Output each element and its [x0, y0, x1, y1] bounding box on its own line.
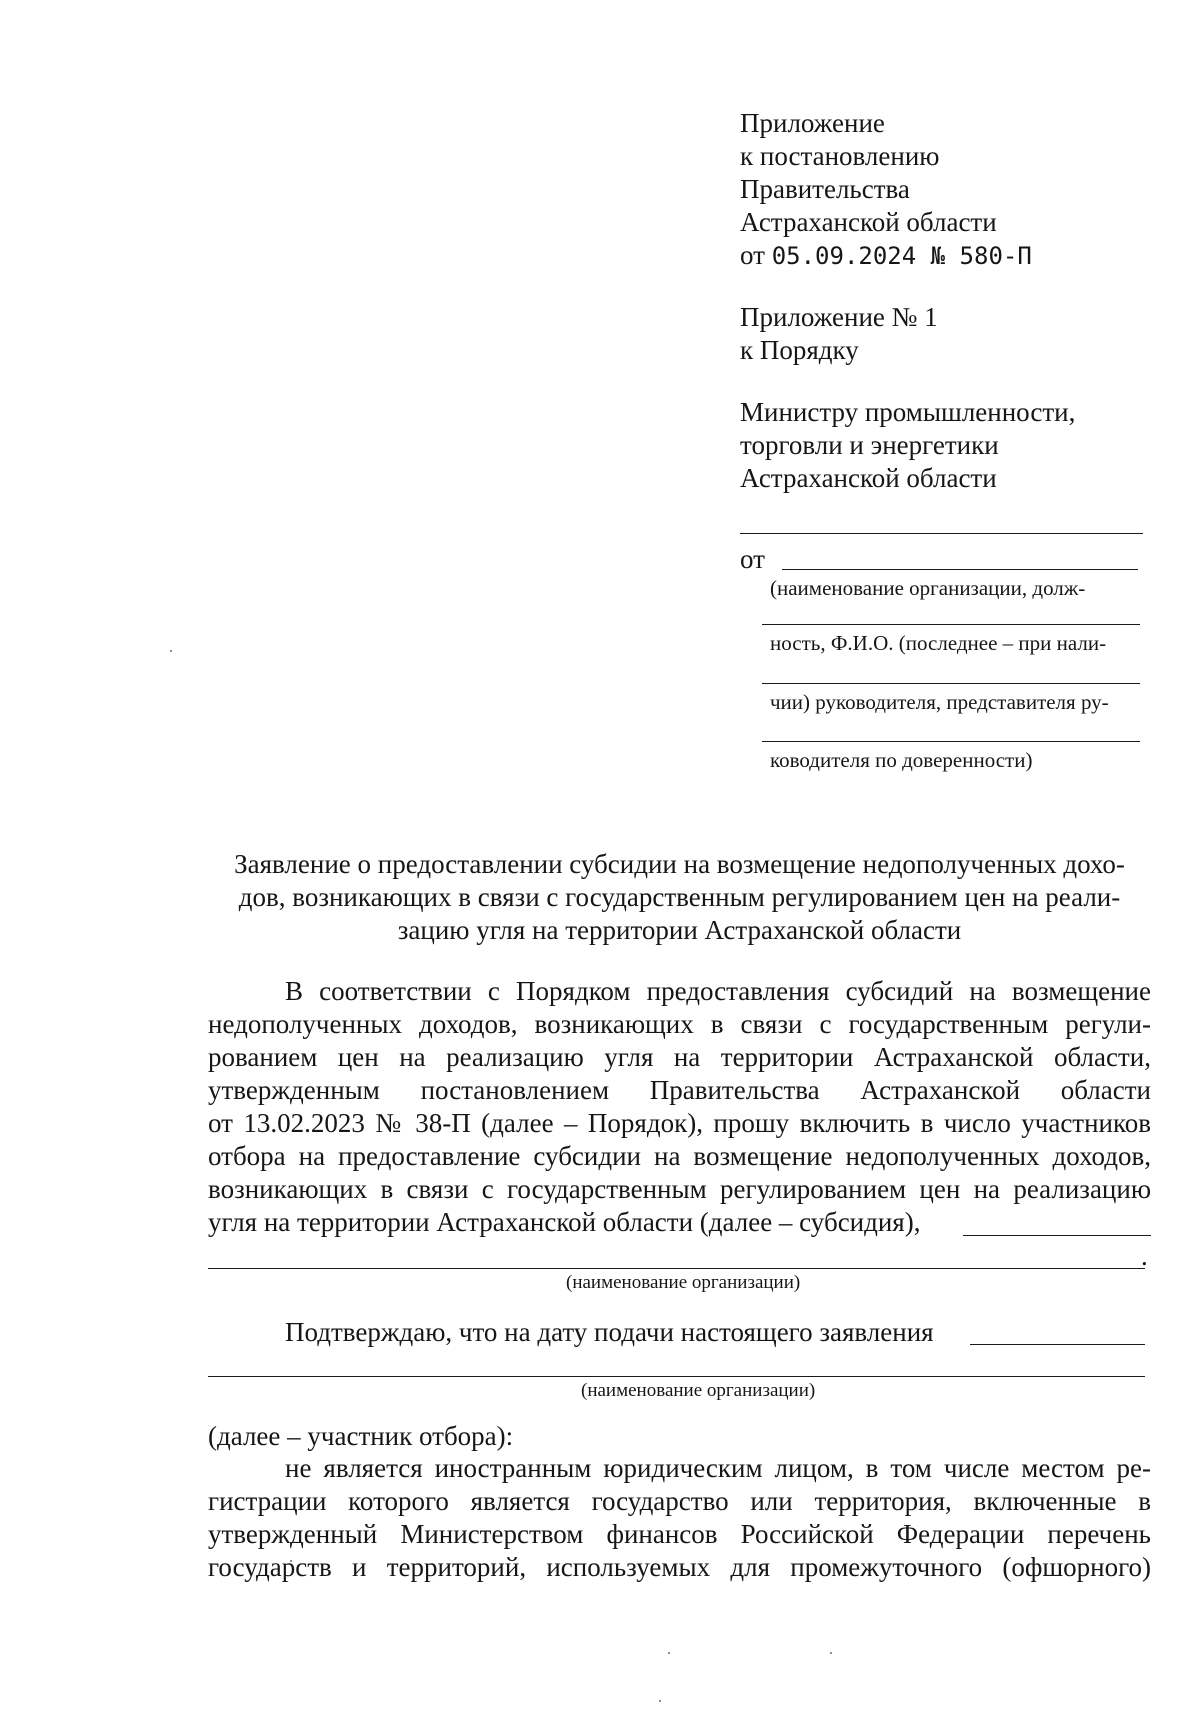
annex-reference: [740, 301, 1160, 367]
approval-line-2: к постановлению: [740, 141, 940, 171]
sender-hint-line-4: ководителя по доверенности): [770, 748, 1033, 772]
paragraph-line: от 13.02.2023 № 38-П (далее – Порядок), прошу включить в число участников: [208, 1108, 1151, 1138]
addressee-line-2: торговли и энергетики: [740, 430, 999, 460]
organization-name-caption: (наименование организации): [566, 1272, 801, 1293]
approval-date-line: [740, 239, 1160, 273]
paragraph-line: В соответствии с Порядком предоставления субсидий на возмещение: [285, 976, 1151, 1006]
sender-blank-line[interactable]: [782, 569, 1138, 570]
annex-line-1: Приложение № 1: [740, 302, 938, 332]
paragraph-line: отбора на предоставление субсидии на возмещение недополученных доходов,: [208, 1141, 1151, 1171]
organization-name-blank[interactable]: [963, 1235, 1151, 1236]
organization-name-blank[interactable]: [208, 1376, 1145, 1377]
organization-name-caption: (наименование организации): [581, 1380, 816, 1401]
title-line-3: зацию угля на территории Астраханской области: [397, 915, 962, 945]
paragraph-line: возникающих в связи с государственным регулированием цен на реализацию: [208, 1174, 1151, 1204]
paragraph-line: утвержденный Министерством финансов Российской Федерации перечень: [208, 1519, 1151, 1549]
title-line-1: Заявление о предоставлении субсидии на возмещение недополученных дохо-: [234, 849, 1125, 879]
sender-hint-line-3: чии) руководителя, представителя ру-: [770, 690, 1109, 714]
addressee-blank-line[interactable]: [740, 533, 1143, 534]
scan-speck: [659, 1700, 661, 1702]
organization-name-end-mark: .: [1141, 1241, 1148, 1271]
scan-speck: [170, 650, 172, 652]
sender-blank-line[interactable]: [762, 683, 1140, 684]
annex-line-2: к Порядку: [740, 335, 859, 365]
sender-blank-line[interactable]: [762, 624, 1140, 625]
approval-line-4: Астраханской области: [740, 207, 997, 237]
paragraph-line: рованием цен на реализацию угля на территории Астраханской области,: [208, 1042, 1151, 1072]
confirmation-continuation: (далее – участник отбора):: [208, 1421, 514, 1451]
scan-speck: [830, 1652, 832, 1654]
paragraph-line: недополученных доходов, возникающих в связи с государственным регули-: [208, 1009, 1151, 1039]
addressee-line-1: Министру промышленности,: [740, 397, 1076, 427]
title-line-2: дов, возникающих в связи с государственным регулированием цен на реали-: [238, 882, 1121, 912]
sender-hint-line-2: ность, Ф.И.О. (последнее – при нали-: [770, 631, 1107, 655]
approval-date-prefix: от: [740, 240, 772, 270]
approval-line-1: Приложение: [740, 108, 885, 138]
paragraph-line: не является иностранным юридическим лицом, в том числе местом ре-: [285, 1453, 1151, 1483]
sender-hint-line-1: (наименование организации, долж-: [770, 576, 1086, 600]
organization-name-blank[interactable]: [208, 1268, 1145, 1269]
approval-reference: [740, 107, 1160, 273]
approval-line-3: Правительства: [740, 174, 910, 204]
paragraph-line: утвержденным постановлением Правительства Астраханской области: [208, 1075, 1151, 1105]
addressee-line-3: Астраханской области: [740, 463, 997, 493]
sender-label: от: [740, 544, 765, 574]
organization-name-blank[interactable]: [970, 1344, 1145, 1345]
addressee: [740, 396, 1160, 495]
application-title: [208, 848, 1151, 947]
approval-date-number: 05.09.2024 № 580-П: [771, 242, 1032, 270]
header-block: [740, 107, 1160, 495]
scan-speck: [668, 1652, 670, 1654]
sender-blank-line[interactable]: [762, 741, 1140, 742]
paragraph-line: гистрации которого является государство или территория, включенные в: [208, 1486, 1151, 1516]
paragraph-line: угля на территории Астраханской области (далее – субсидия),: [208, 1207, 921, 1237]
confirmation-text: Подтверждаю, что на дату подачи настоящего заявления: [285, 1317, 934, 1347]
paragraph-line: государств и территорий, используемых для промежуточного (офшорного): [208, 1552, 1151, 1582]
